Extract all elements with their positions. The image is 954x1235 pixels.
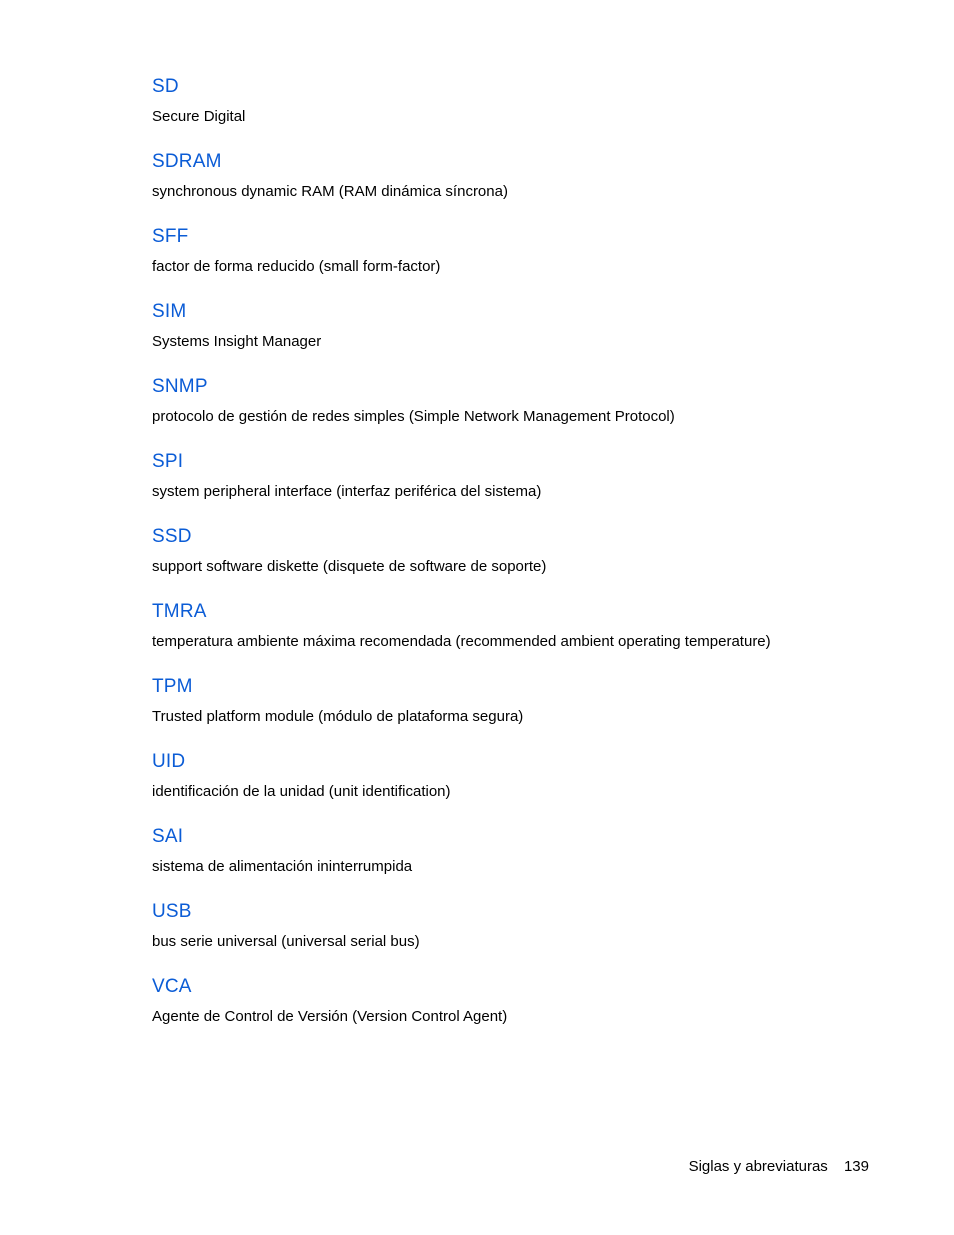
glossary-definition: protocolo de gestión de redes simples (Simple Network Management Protocol)	[152, 408, 675, 425]
page-footer	[689, 1157, 869, 1177]
glossary-term: UID	[152, 751, 186, 772]
glossary-definition: bus serie universal (universal serial bus)	[152, 933, 420, 950]
glossary-definition: Agente de Control de Versión (Version Control Agent)	[152, 1008, 508, 1025]
glossary-definition: identificación de la unidad (unit identification)	[152, 783, 451, 800]
glossary-term: SIM	[152, 301, 187, 322]
glossary-term: SAI	[152, 826, 184, 847]
glossary-definition: support software diskette (disquete de software de soporte)	[152, 558, 547, 575]
glossary-entry	[152, 525, 872, 600]
glossary-entry	[152, 600, 872, 675]
glossary-term: SPI	[152, 451, 184, 472]
glossary-definition: sistema de alimentación ininterrumpida	[152, 858, 413, 875]
glossary-term: SSD	[152, 526, 192, 547]
glossary-definition: Systems Insight Manager	[152, 333, 322, 350]
glossary-term: SNMP	[152, 376, 208, 397]
glossary-term: SFF	[152, 226, 189, 247]
footer-section-title: Siglas y abreviaturas	[688, 1158, 828, 1175]
glossary-term: SD	[152, 76, 179, 97]
glossary-entry	[152, 75, 872, 150]
glossary-definition: system peripheral interface (interfaz periférica del sistema)	[152, 483, 542, 500]
glossary-entry	[152, 825, 872, 900]
glossary-definition: temperatura ambiente máxima recomendada (recommended ambient operating temperature)	[152, 633, 771, 650]
glossary-definition: factor de forma reducido (small form-factor)	[152, 258, 441, 275]
glossary-entry	[152, 150, 872, 225]
glossary-entry	[152, 375, 872, 450]
glossary-entry	[152, 975, 872, 1050]
glossary-term: USB	[152, 901, 192, 922]
glossary-term: VCA	[152, 976, 192, 997]
glossary-definition: Trusted platform module (módulo de plataforma segura)	[152, 708, 524, 725]
glossary-definition: Secure Digital	[152, 108, 246, 125]
glossary-entry	[152, 900, 872, 975]
glossary-list	[152, 75, 872, 1050]
glossary-term: TMRA	[152, 601, 207, 622]
glossary-entry	[152, 750, 872, 825]
glossary-entry	[152, 450, 872, 525]
glossary-entry	[152, 675, 872, 750]
glossary-entry	[152, 225, 872, 300]
glossary-definition: synchronous dynamic RAM (RAM dinámica síncrona)	[152, 183, 508, 200]
glossary-entry	[152, 300, 872, 375]
glossary-term: TPM	[152, 676, 193, 697]
page-number: 139	[843, 1158, 869, 1175]
glossary-term: SDRAM	[152, 151, 222, 172]
